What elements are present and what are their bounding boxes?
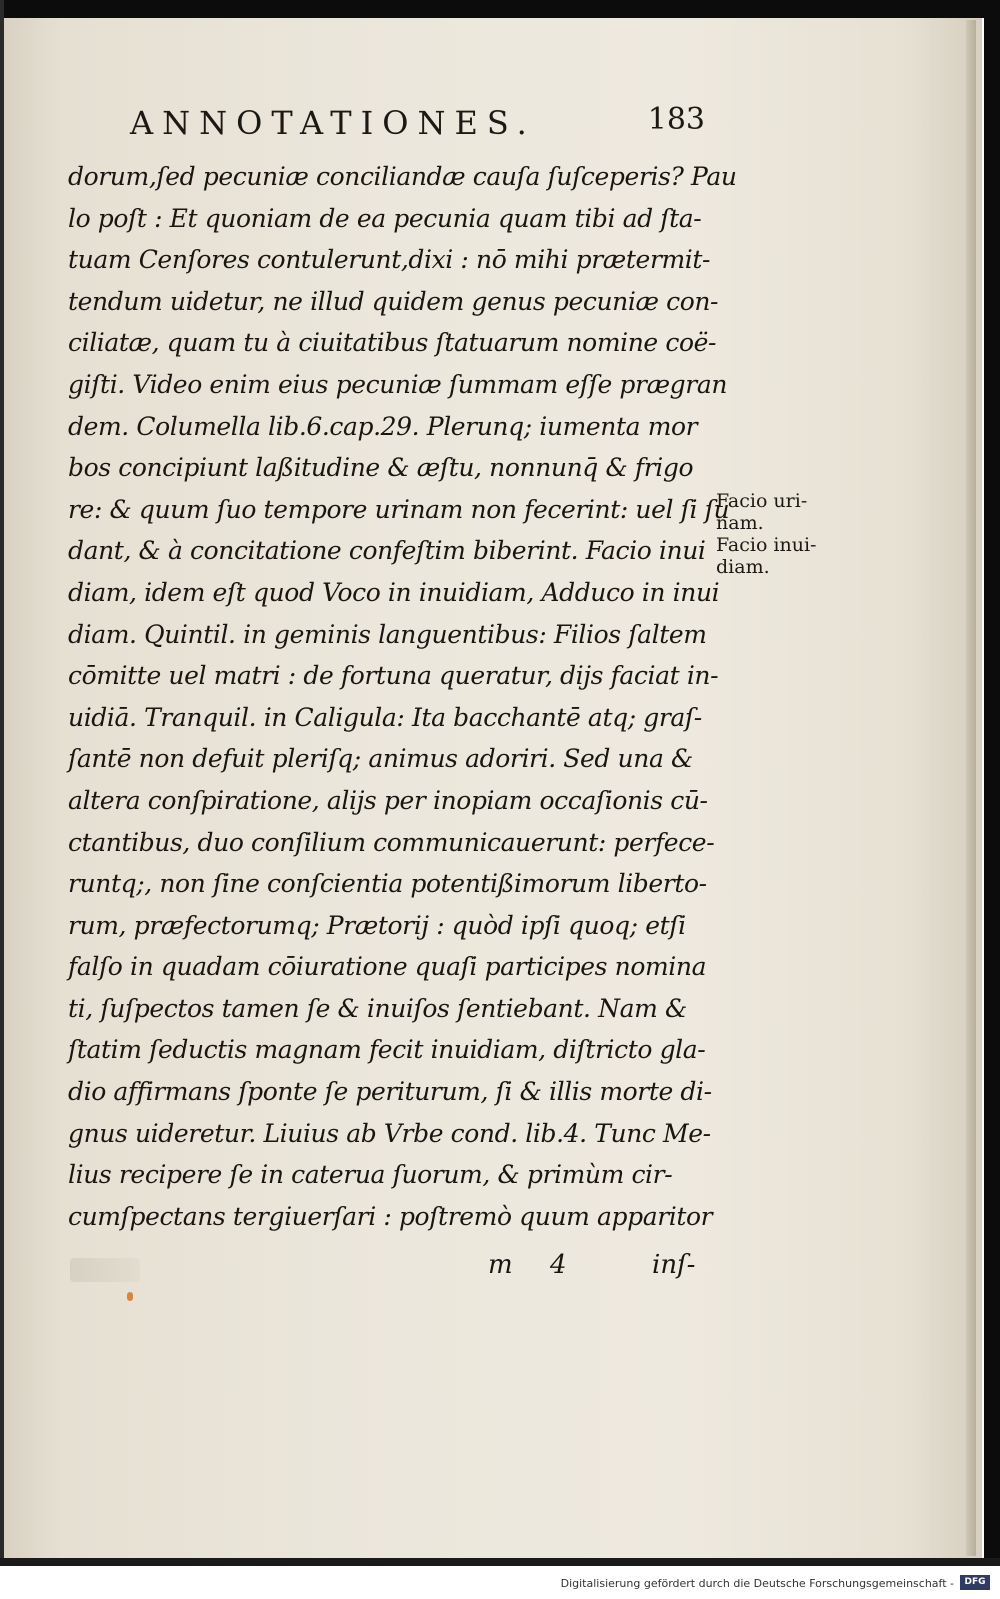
- running-title: ANNOTATIONES.: [130, 104, 536, 142]
- scan-border-right: [984, 0, 1000, 1562]
- signature-mark: m: [488, 1250, 513, 1280]
- margin-note: nam.: [716, 512, 764, 534]
- margin-notes: [716, 490, 856, 578]
- text-line: diam. Quintil. in geminis languentibus: Filios ſaltem: [68, 619, 707, 649]
- text-line: dem. Columella lib.6.cap.29. Plerunq; iumenta mor: [68, 411, 698, 441]
- text-line: uidiā. Tranquil. in Caligula: Ita bacchantē atq; graſ-: [68, 702, 702, 732]
- text-line: runtq;, non ſine conſcientia potentißimorum liberto-: [68, 869, 707, 899]
- text-line: dio affirmans ſponte ſe periturum, ſi & illis morte di-: [68, 1077, 712, 1107]
- text-line: re: & quum ſuo tempore urinam non fecerint: uel ſi ſu: [68, 494, 730, 524]
- dfg-logo: DFG: [960, 1575, 990, 1590]
- text-line: ſantē non defuit pleriſq; animus adoriri. Sed una &: [68, 744, 693, 774]
- text-line: cōmitte uel matri : de fortuna queratur, dijs faciat in-: [68, 661, 719, 691]
- text-line: dant, & à concitatione confeſtim biberint. Facio inui: [68, 536, 706, 566]
- text-line: falſo in quadam cōiuratione quaſi participes nomina: [68, 952, 707, 982]
- catchword: inſ-: [652, 1250, 696, 1280]
- text-line: tendum uidetur, ne illud quidem genus pecuniæ con-: [68, 286, 719, 316]
- text-line: cumſpectans tergiuerſari : poſtremò quum apparitor: [68, 1201, 713, 1231]
- ink-show-through: [70, 1258, 140, 1282]
- scan-border-bottom: [0, 1558, 1000, 1566]
- text-line: altera conſpiratione, alijs per inopiam occaſionis cū-: [68, 785, 708, 815]
- signature-number: 4: [550, 1250, 567, 1280]
- text-line: ti, ſuſpectos tamen ſe & inuiſos ſentiebant. Nam &: [68, 993, 687, 1023]
- margin-note: Facio uri-: [716, 490, 808, 512]
- page-number: 183: [647, 102, 705, 137]
- margin-note: diam.: [716, 556, 770, 578]
- text-line: rum, præfectorumq; Prætorij : quòd ipſi quoq; etſi: [68, 910, 686, 940]
- funding-credit: Digitalisierung gefördert durch die Deutsche Forschungsgemeinschaft -: [560, 1577, 954, 1590]
- text-line: ciliatæ, quam tu à ciuitatibus ſtatuarum nomine coë-: [68, 328, 717, 358]
- text-line: lo poſt : Et quoniam de ea pecunia quam tibi ad ſta-: [68, 203, 702, 233]
- paper-stain: [127, 1292, 133, 1301]
- body-text: [68, 156, 737, 1237]
- text-line: dorum,ſed pecuniæ conciliandæ cauſa ſuſceperis? Pau: [68, 162, 737, 191]
- text-line: ctantibus, duo conſilium communicauerunt: perfece-: [68, 827, 715, 857]
- page-edge: [966, 20, 976, 1556]
- text-line: bos concipiunt laßitudine & æſtu, nonnunq̄ & frigo: [68, 453, 694, 483]
- text-line: lius recipere ſe in caterua ſuorum, & primùm cir-: [68, 1160, 673, 1190]
- text-line: diam, idem eſt quod Voco in inuidiam, Adduco in inui: [68, 577, 720, 607]
- footer-bar: [0, 1566, 1000, 1599]
- scan-border-top: [0, 0, 1000, 18]
- text-line: ſtatim ſeductis magnam fecit inuidiam, diſtricto gla-: [68, 1035, 706, 1065]
- margin-note: Facio inui-: [716, 534, 817, 556]
- text-line: giſti. Video enim eius pecuniæ ſummam eſſe prægran: [68, 369, 728, 399]
- page-header: [130, 100, 705, 146]
- text-line: tuam Cenſores contulerunt,dixi : nō mihi prætermit-: [68, 245, 711, 275]
- text-line: gnus uideretur. Liuius ab Vrbe cond. lib.4. Tunc Me-: [68, 1118, 711, 1148]
